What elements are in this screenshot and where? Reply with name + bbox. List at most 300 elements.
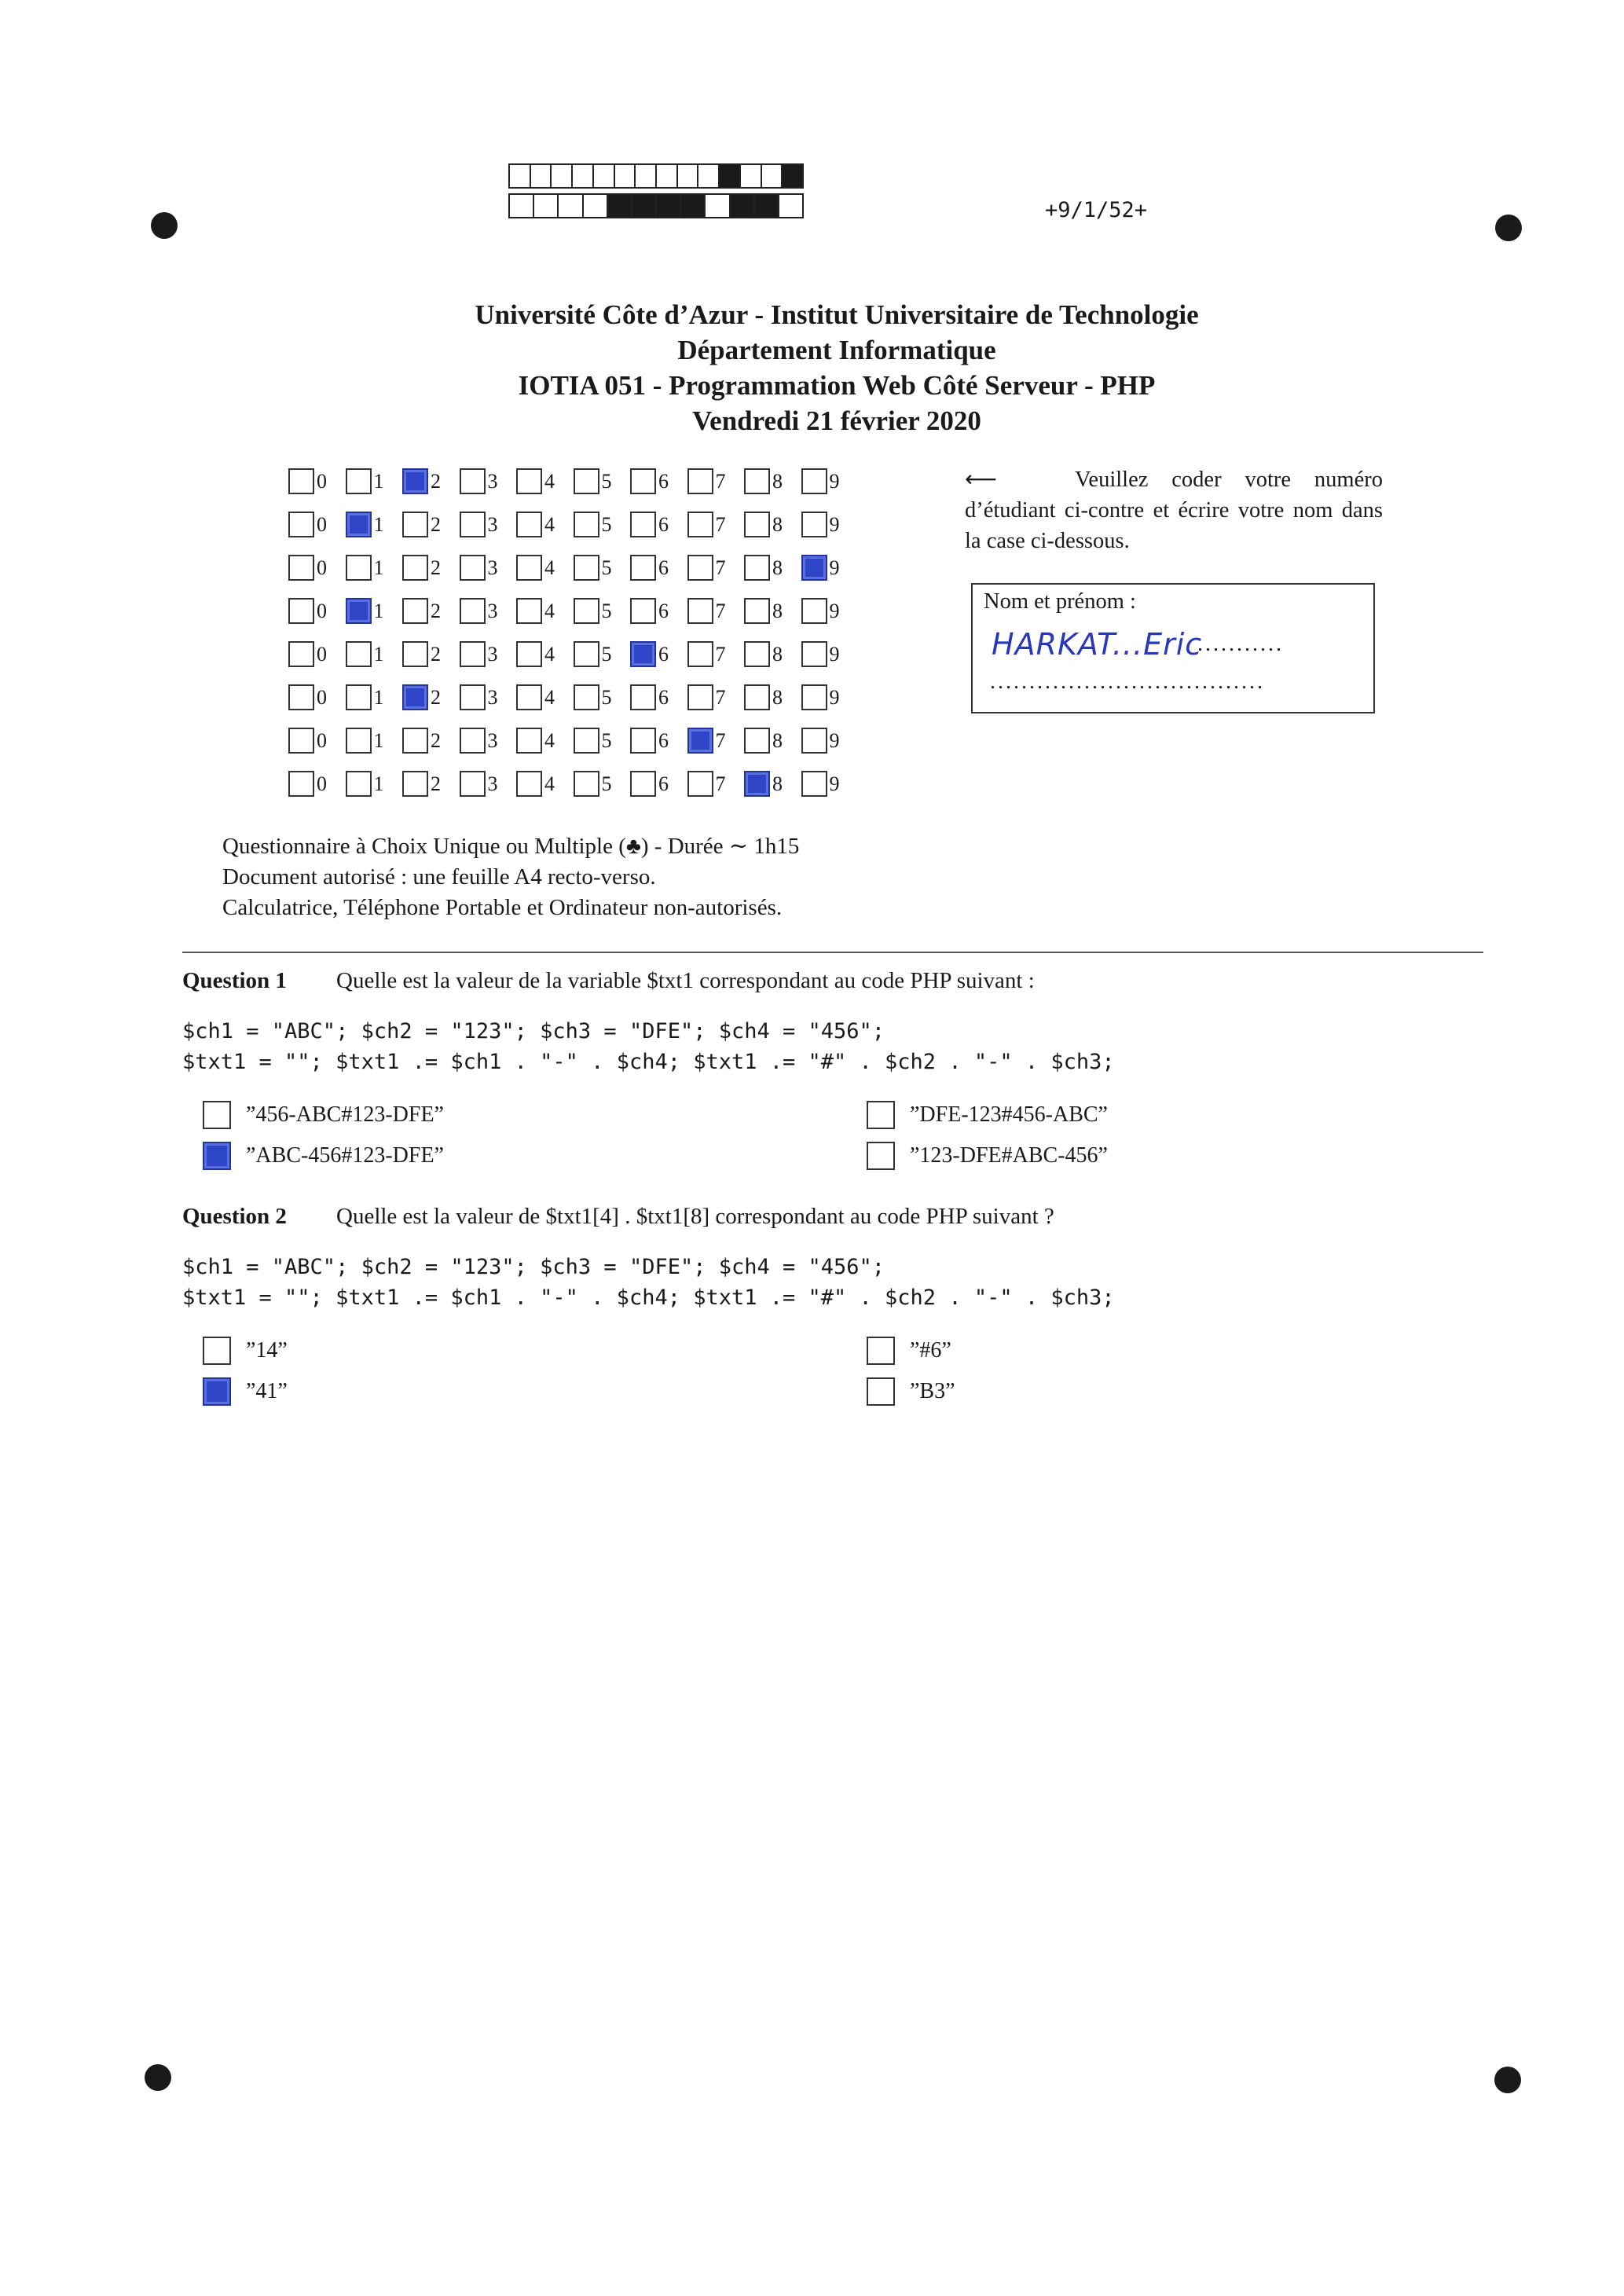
id-digit-option[interactable] [460,771,517,797]
id-digit-checkbox[interactable] [801,468,827,494]
id-digit-checkbox[interactable] [687,771,713,797]
header-course: IOTIA 051 - Programmation Web Côté Serveur - PHP [518,370,1156,401]
id-digit-checkbox[interactable] [288,555,314,581]
answer-text: ”#6” [910,1338,951,1363]
id-digit-label: 2 [431,728,441,752]
id-digit-label: 5 [601,469,612,493]
id-digit-checkbox[interactable] [516,641,542,667]
id-digit-option[interactable] [574,598,631,624]
id-digit-option[interactable] [346,641,403,667]
id-digit-option[interactable] [402,512,460,537]
id-digit-label: 8 [772,469,783,493]
id-digit-option[interactable] [516,641,574,667]
id-digit-option[interactable] [744,728,801,754]
id-digit-checkbox[interactable] [574,512,599,537]
answer-option[interactable] [203,1337,288,1365]
id-digit-checkbox[interactable] [346,598,372,624]
id-digit-option[interactable] [687,555,745,581]
id-digit-checkbox[interactable] [801,555,827,581]
id-digit-option[interactable] [516,728,574,754]
answer-option[interactable] [203,1101,444,1129]
exam-info [222,831,799,923]
id-digit-checkbox[interactable] [460,555,486,581]
id-digit-checkbox[interactable] [346,684,372,710]
id-digit-option[interactable] [516,771,574,797]
id-digit-checkbox[interactable] [516,598,542,624]
barcode-cell [739,163,762,189]
id-digit-option[interactable] [687,684,745,710]
answer-text: ”123-DFE#ABC-456” [910,1143,1108,1168]
barcode-cell [778,193,804,218]
id-digit-label: 4 [544,642,555,666]
id-digit-label: 0 [317,469,327,493]
answer-checkbox[interactable] [203,1142,231,1170]
id-digit-option[interactable] [402,641,460,667]
id-digit-option[interactable] [516,598,574,624]
id-digit-option[interactable] [402,598,460,624]
id-digit-checkbox[interactable] [744,468,770,494]
id-digit-checkbox[interactable] [402,728,428,754]
id-digit-label: 8 [772,512,783,536]
id-digit-checkbox[interactable] [288,512,314,537]
id-digit-option[interactable] [687,598,745,624]
divider [182,952,1483,953]
barcode-cell [729,193,755,218]
answer-text: ”DFE-123#456-ABC” [910,1102,1108,1127]
id-digit-checkbox[interactable] [460,598,486,624]
id-digit-checkbox[interactable] [460,771,486,797]
id-digit-option[interactable] [516,512,574,537]
id-digit-option[interactable] [801,684,859,710]
id-digit-checkbox[interactable] [574,728,599,754]
name-label: Nom et prénom : [984,589,1136,614]
id-digit-label: 9 [829,685,840,709]
id-digit-label: 7 [715,728,726,752]
id-digit-option[interactable] [346,512,403,537]
code-line: $txt1 = ""; $txt1 .= $ch1 . "-" . $ch4; $txt1 .= "#" . $ch2 . "-" . $ch3; [182,1050,1115,1074]
id-digit-checkbox[interactable] [460,728,486,754]
id-digit-row [288,503,858,546]
id-digit-label: 9 [829,599,840,622]
answer-text: ”14” [246,1338,288,1363]
id-digit-option[interactable] [346,555,403,581]
id-digit-label: 5 [601,512,612,536]
id-digit-label: 1 [373,599,384,622]
id-digit-checkbox[interactable] [630,728,656,754]
answer-list [182,1101,1502,1187]
id-digit-checkbox[interactable] [574,598,599,624]
id-digit-option[interactable] [630,728,687,754]
id-digit-option[interactable] [516,468,574,494]
id-digit-checkbox[interactable] [744,684,770,710]
id-digit-label: 6 [658,772,669,795]
id-digit-label: 1 [373,685,384,709]
id-digit-label: 8 [772,685,783,709]
id-digit-option[interactable] [801,728,859,754]
id-digit-option[interactable] [574,555,631,581]
id-digit-label: 4 [544,685,555,709]
id-digit-checkbox[interactable] [460,641,486,667]
barcode-cell [781,163,804,189]
id-digit-label: 6 [658,685,669,709]
answer-text: ”B3” [910,1379,955,1403]
id-digit-checkbox[interactable] [346,555,372,581]
barcode-cell [761,163,783,189]
id-digit-checkbox[interactable] [346,728,372,754]
answer-option[interactable] [867,1377,955,1406]
id-digit-checkbox[interactable] [630,598,656,624]
registration-mark-bottom-right [1494,2067,1521,2093]
id-digit-checkbox[interactable] [516,771,542,797]
id-digit-label: 3 [487,556,498,579]
barcode-cell [607,193,632,218]
code-block [182,1252,1502,1313]
id-digit-option[interactable] [402,468,460,494]
id-digit-label: 3 [487,512,498,536]
id-digit-checkbox[interactable] [687,728,713,754]
id-digit-label: 5 [601,642,612,666]
id-digit-option[interactable] [687,641,745,667]
code-block [182,1016,1502,1077]
id-digit-option[interactable] [630,512,687,537]
id-digit-label: 2 [431,469,441,493]
instructions-text: Veuillez coder votre numéro d’étudiant ci-contre et écrire votre nom dans la case ci-dessous. [965,468,1383,553]
answer-option[interactable] [203,1142,444,1170]
answer-text: ”456-ABC#123-DFE” [246,1102,444,1127]
question-1 [182,968,1502,1187]
id-digit-label: 9 [829,728,840,752]
id-digit-option[interactable] [630,555,687,581]
name-dots-line2: ................................... [990,669,1265,694]
id-digit-option[interactable] [516,555,574,581]
id-digit-option[interactable] [402,728,460,754]
barcode-cell [508,193,534,218]
id-digit-checkbox[interactable] [574,641,599,667]
id-digit-option[interactable] [801,555,859,581]
id-digit-option[interactable] [574,684,631,710]
id-digit-checkbox[interactable] [288,641,314,667]
id-digit-option[interactable] [460,598,517,624]
id-digit-checkbox[interactable] [801,728,827,754]
id-digit-option[interactable] [460,555,517,581]
barcode-cell [655,193,681,218]
id-digit-label: 1 [373,728,384,752]
id-digit-checkbox[interactable] [516,468,542,494]
id-digit-label: 3 [487,728,498,752]
barcode-cell [533,193,559,218]
id-digit-label: 4 [544,556,555,579]
id-digit-option[interactable] [460,641,517,667]
id-digit-option[interactable] [801,598,859,624]
id-digit-option[interactable] [288,684,346,710]
id-digit-checkbox[interactable] [460,512,486,537]
id-digit-option[interactable] [630,598,687,624]
id-digit-checkbox[interactable] [687,684,713,710]
barcode-cell [704,193,730,218]
id-digit-option[interactable] [687,771,745,797]
id-digit-option[interactable] [460,468,517,494]
id-digit-checkbox[interactable] [574,555,599,581]
id-digit-option[interactable] [744,771,801,797]
answer-checkbox[interactable] [867,1142,895,1170]
id-digit-option[interactable] [744,512,801,537]
id-digit-checkbox[interactable] [744,771,770,797]
barcode-cell [631,193,657,218]
code-line: $ch1 = "ABC"; $ch2 = "123"; $ch3 = "DFE"; $ch4 = "456"; [182,1255,885,1279]
id-digit-option[interactable] [346,684,403,710]
id-digit-label: 6 [658,728,669,752]
question-2 [182,1204,1502,1423]
id-digit-checkbox[interactable] [630,684,656,710]
barcode-cell [634,163,657,189]
id-digit-checkbox[interactable] [574,468,599,494]
answer-option[interactable] [867,1142,1108,1170]
id-digit-label: 2 [431,642,441,666]
id-digit-checkbox[interactable] [346,512,372,537]
id-digit-label: 3 [487,772,498,795]
exam-header [0,297,1624,438]
id-digit-checkbox[interactable] [744,555,770,581]
name-box[interactable] [971,583,1375,713]
name-dots-line1: ........... [1197,632,1284,656]
id-digit-checkbox[interactable] [402,684,428,710]
id-digit-checkbox[interactable] [687,641,713,667]
id-instructions [965,464,1383,556]
id-digit-checkbox[interactable] [630,555,656,581]
id-digit-label: 4 [544,512,555,536]
id-digit-checkbox[interactable] [516,684,542,710]
barcode-cell [550,163,573,189]
id-digit-option[interactable] [516,684,574,710]
id-digit-checkbox[interactable] [687,555,713,581]
id-digit-row [288,762,858,805]
id-digit-option[interactable] [801,468,859,494]
code-line: $txt1 = ""; $txt1 .= $ch1 . "-" . $ch4; $txt1 .= "#" . $ch2 . "-" . $ch3; [182,1286,1115,1310]
id-digit-label: 3 [487,685,498,709]
id-digit-label: 6 [658,599,669,622]
id-digit-checkbox[interactable] [801,598,827,624]
answer-checkbox[interactable] [203,1377,231,1406]
id-digit-option[interactable] [744,468,801,494]
id-digit-option[interactable] [288,771,346,797]
answer-checkbox[interactable] [867,1101,895,1129]
id-digit-label: 8 [772,556,783,579]
registration-mark-top-right [1495,215,1522,241]
id-digit-option[interactable] [460,728,517,754]
barcode [508,163,802,223]
id-digit-option[interactable] [460,512,517,537]
id-digit-option[interactable] [801,641,859,667]
id-digit-checkbox[interactable] [687,512,713,537]
id-digit-label: 5 [601,556,612,579]
registration-mark-top-left [151,212,178,239]
id-digit-checkbox[interactable] [288,728,314,754]
id-digit-row [288,676,858,719]
id-digit-option[interactable] [402,555,460,581]
id-digit-option[interactable] [402,771,460,797]
id-digit-label: 0 [317,512,327,536]
id-digit-checkbox[interactable] [288,684,314,710]
id-digit-label: 6 [658,469,669,493]
id-digit-checkbox[interactable] [574,771,599,797]
id-digit-option[interactable] [288,555,346,581]
id-digit-option[interactable] [687,728,745,754]
id-digit-option[interactable] [574,728,631,754]
barcode-cell [676,163,699,189]
id-digit-checkbox[interactable] [346,468,372,494]
id-digit-checkbox[interactable] [744,641,770,667]
id-digit-option[interactable] [346,468,403,494]
id-digit-checkbox[interactable] [402,771,428,797]
id-digit-label: 8 [772,728,783,752]
answer-text: ”41” [246,1379,288,1403]
id-digit-option[interactable] [630,771,687,797]
id-digit-checkbox[interactable] [630,468,656,494]
id-digit-label: 3 [487,599,498,622]
registration-mark-bottom-left [145,2064,171,2091]
id-digit-row [288,633,858,676]
id-digit-option[interactable] [288,512,346,537]
id-digit-label: 9 [829,512,840,536]
id-digit-option[interactable] [574,771,631,797]
barcode-cell [592,163,615,189]
id-digit-checkbox[interactable] [801,512,827,537]
answer-checkbox[interactable] [203,1337,231,1365]
id-digit-label: 0 [317,685,327,709]
page-reference: +9/1/52+ [1045,198,1148,222]
id-digit-option[interactable] [574,512,631,537]
id-digit-option[interactable] [288,468,346,494]
id-digit-checkbox[interactable] [630,641,656,667]
id-digit-checkbox[interactable] [801,684,827,710]
id-digit-checkbox[interactable] [516,555,542,581]
answer-checkbox[interactable] [203,1101,231,1129]
id-digit-label: 0 [317,728,327,752]
id-digit-checkbox[interactable] [630,771,656,797]
id-digit-label: 4 [544,728,555,752]
id-digit-row [288,546,858,589]
header-university: Université Côte d’Azur - Institut Universitaire de Technologie [475,299,1199,330]
id-digit-checkbox[interactable] [346,641,372,667]
id-digit-label: 3 [487,469,498,493]
id-digit-label: 6 [658,556,669,579]
id-digit-checkbox[interactable] [288,771,314,797]
id-digit-checkbox[interactable] [574,684,599,710]
id-digit-checkbox[interactable] [687,598,713,624]
id-digit-label: 8 [772,772,783,795]
arrow-left-icon: ⟵ [965,466,997,492]
answer-checkbox[interactable] [867,1337,895,1365]
id-digit-option[interactable] [346,728,403,754]
id-digit-option[interactable] [630,468,687,494]
id-digit-label: 7 [715,512,726,536]
id-digit-label: 5 [601,685,612,709]
id-digit-option[interactable] [630,641,687,667]
id-digit-checkbox[interactable] [402,555,428,581]
id-digit-label: 5 [601,599,612,622]
id-digit-label: 9 [829,642,840,666]
id-digit-option[interactable] [744,684,801,710]
id-digit-label: 7 [715,556,726,579]
id-digit-option[interactable] [630,684,687,710]
id-digit-option[interactable] [402,684,460,710]
id-digit-checkbox[interactable] [687,468,713,494]
id-digit-label: 1 [373,556,384,579]
id-digit-row [288,460,858,503]
id-digit-label: 0 [317,642,327,666]
id-digit-checkbox[interactable] [346,771,372,797]
info-format: Questionnaire à Choix Unique ou Multiple (♣) - Durée ∼ 1h15 [222,834,800,859]
id-digit-option[interactable] [574,468,631,494]
barcode-cell [530,163,552,189]
id-digit-option[interactable] [801,771,859,797]
id-digit-option[interactable] [801,512,859,537]
id-digit-checkbox[interactable] [630,512,656,537]
barcode-cell [697,163,720,189]
id-digit-checkbox[interactable] [288,468,314,494]
id-digit-label: 0 [317,556,327,579]
id-digit-checkbox[interactable] [744,728,770,754]
id-digit-checkbox[interactable] [744,598,770,624]
barcode-cell [557,193,583,218]
id-digit-label: 7 [715,685,726,709]
id-digit-checkbox[interactable] [460,684,486,710]
id-digit-option[interactable] [288,641,346,667]
id-digit-option[interactable] [574,641,631,667]
id-digit-label: 6 [658,512,669,536]
id-digit-checkbox[interactable] [460,468,486,494]
id-digit-option[interactable] [687,512,745,537]
id-digit-checkbox[interactable] [516,512,542,537]
id-digit-option[interactable] [744,555,801,581]
id-digit-label: 4 [544,772,555,795]
id-digit-option[interactable] [744,641,801,667]
answer-option[interactable] [867,1101,1108,1129]
id-digit-label: 8 [772,599,783,622]
id-digit-checkbox[interactable] [402,598,428,624]
id-digit-label: 7 [715,469,726,493]
barcode-cell [753,193,779,218]
id-digit-checkbox[interactable] [288,598,314,624]
id-digit-option[interactable] [687,468,745,494]
question-number: Question 2 [182,1204,287,1229]
student-id-grid [288,460,858,805]
id-digit-label: 1 [373,772,384,795]
id-digit-checkbox[interactable] [402,512,428,537]
id-digit-checkbox[interactable] [801,771,827,797]
id-digit-option[interactable] [288,728,346,754]
answer-option[interactable] [867,1337,951,1365]
id-digit-checkbox[interactable] [801,641,827,667]
id-digit-option[interactable] [288,598,346,624]
id-digit-checkbox[interactable] [516,728,542,754]
id-digit-label: 1 [373,642,384,666]
answer-option[interactable] [203,1377,288,1406]
id-digit-checkbox[interactable] [402,641,428,667]
id-digit-label: 9 [829,469,840,493]
id-digit-label: 4 [544,469,555,493]
id-digit-option[interactable] [744,598,801,624]
id-digit-option[interactable] [346,598,403,624]
id-digit-checkbox[interactable] [402,468,428,494]
answer-checkbox[interactable] [867,1377,895,1406]
id-digit-checkbox[interactable] [744,512,770,537]
info-devices: Calculatrice, Téléphone Portable et Ordinateur non-autorisés. [222,895,783,920]
barcode-row [508,193,802,218]
id-digit-option[interactable] [460,684,517,710]
handwritten-name: HARKAT...Eric [992,627,1203,662]
id-digit-option[interactable] [346,771,403,797]
